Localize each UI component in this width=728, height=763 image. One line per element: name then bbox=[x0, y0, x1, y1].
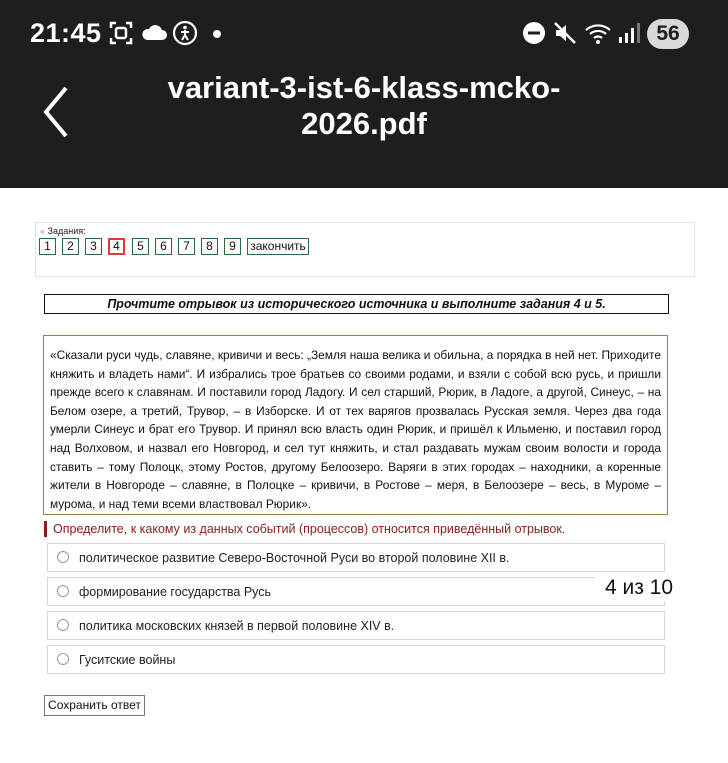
page-indicator: 4 из 10 bbox=[595, 575, 683, 601]
radio-button[interactable] bbox=[57, 619, 69, 631]
tasks-panel bbox=[35, 222, 695, 277]
task-button-1[interactable]: 1 bbox=[39, 238, 56, 255]
tasks-label-text: Задания: bbox=[47, 226, 86, 236]
answer-option-3[interactable] bbox=[47, 611, 665, 640]
status-time: 21:45 bbox=[30, 18, 102, 48]
question-text: Определите, к какому из данных событий (процессов) относится приведённый отрывок. bbox=[44, 521, 673, 537]
top-bar bbox=[0, 0, 728, 188]
dot-icon bbox=[212, 20, 222, 46]
instruction-banner: Прочтите отрывок из исторического источника и выполните задания 4 и 5. bbox=[44, 294, 669, 314]
answer-option-label: политика московских князей в первой половине XIV в. bbox=[79, 619, 395, 633]
wifi-icon bbox=[584, 20, 614, 46]
battery-indicator: 56 bbox=[647, 19, 689, 49]
back-button[interactable] bbox=[36, 82, 80, 142]
cloud-icon bbox=[140, 20, 168, 46]
accessibility-icon bbox=[172, 20, 198, 46]
task-button-2[interactable]: 2 bbox=[62, 238, 79, 255]
mute-icon bbox=[552, 20, 578, 46]
do-not-disturb-icon bbox=[521, 20, 547, 46]
task-button-8[interactable]: 8 bbox=[201, 238, 218, 255]
task-button-3[interactable]: 3 bbox=[85, 238, 102, 255]
chevron-left-icon bbox=[36, 82, 80, 142]
finish-button[interactable]: закончить bbox=[247, 238, 309, 255]
historical-source-text: «Сказали руси чудь, славяне, кривичи и весь: „Земля наша велика и обильна, а порядка в ней нет. Приходите княжить и владеть нами“. И избрались трое братьев со своими родами, и взяли с собой всю русь, и пришли прежде всего к славянам. И поставили город Ладогу. И сел старший, Рюрик, в Ладоге, а другой, Синеус, – на Белом озере, а третий, Трувор, – в Изборске. И от тех варягов прозвалась Русская земля. Через два года умерли Синеус и брат его Трувор. И принял всю власть один Рюрик, и пришёл к Ильменю, и поставил город над Волховом, и назвал его Новгород, и сел тут княжить, и стал раздавать мужам своим волости и города ставить – тому Полоцк, этому Ростов, другому Белоозеро. Варяги в этих городах – находники, а коренные жители в Новгороде – славяне, в Полоцке – кривичи, в Ростове – меря, в Белоозере – весь, в Муроме – мурома, и над теми всеми властвовал Рюрик». bbox=[43, 335, 668, 515]
task-button-9[interactable]: 9 bbox=[224, 238, 241, 255]
answer-option-label: политическое развитие Северо-Восточной Руси во второй половине XII в. bbox=[79, 551, 510, 565]
collapse-marker-icon[interactable]: « bbox=[40, 226, 46, 236]
task-button-7[interactable]: 7 bbox=[178, 238, 195, 255]
task-button-4[interactable]: 4 bbox=[108, 238, 125, 255]
answer-option-label: формирование государства Русь bbox=[79, 585, 272, 599]
document-title: variant-3-ist-6-klass-mcko-2026.pdf bbox=[167, 70, 561, 141]
task-button-6[interactable]: 6 bbox=[155, 238, 172, 255]
answer-option-label: Гуситские войны bbox=[79, 653, 176, 667]
radio-button[interactable] bbox=[57, 585, 69, 597]
answer-option-1[interactable] bbox=[47, 543, 665, 572]
task-button-5[interactable]: 5 bbox=[132, 238, 149, 255]
radio-button[interactable] bbox=[57, 551, 69, 563]
signal-icon bbox=[617, 20, 641, 46]
save-answer-button[interactable]: Сохранить ответ bbox=[44, 695, 145, 716]
radio-button[interactable] bbox=[57, 653, 69, 665]
answer-option-4[interactable] bbox=[47, 645, 665, 674]
screenshot-icon bbox=[108, 20, 134, 46]
answer-option-2[interactable] bbox=[47, 577, 665, 606]
tasks-label bbox=[40, 226, 86, 236]
